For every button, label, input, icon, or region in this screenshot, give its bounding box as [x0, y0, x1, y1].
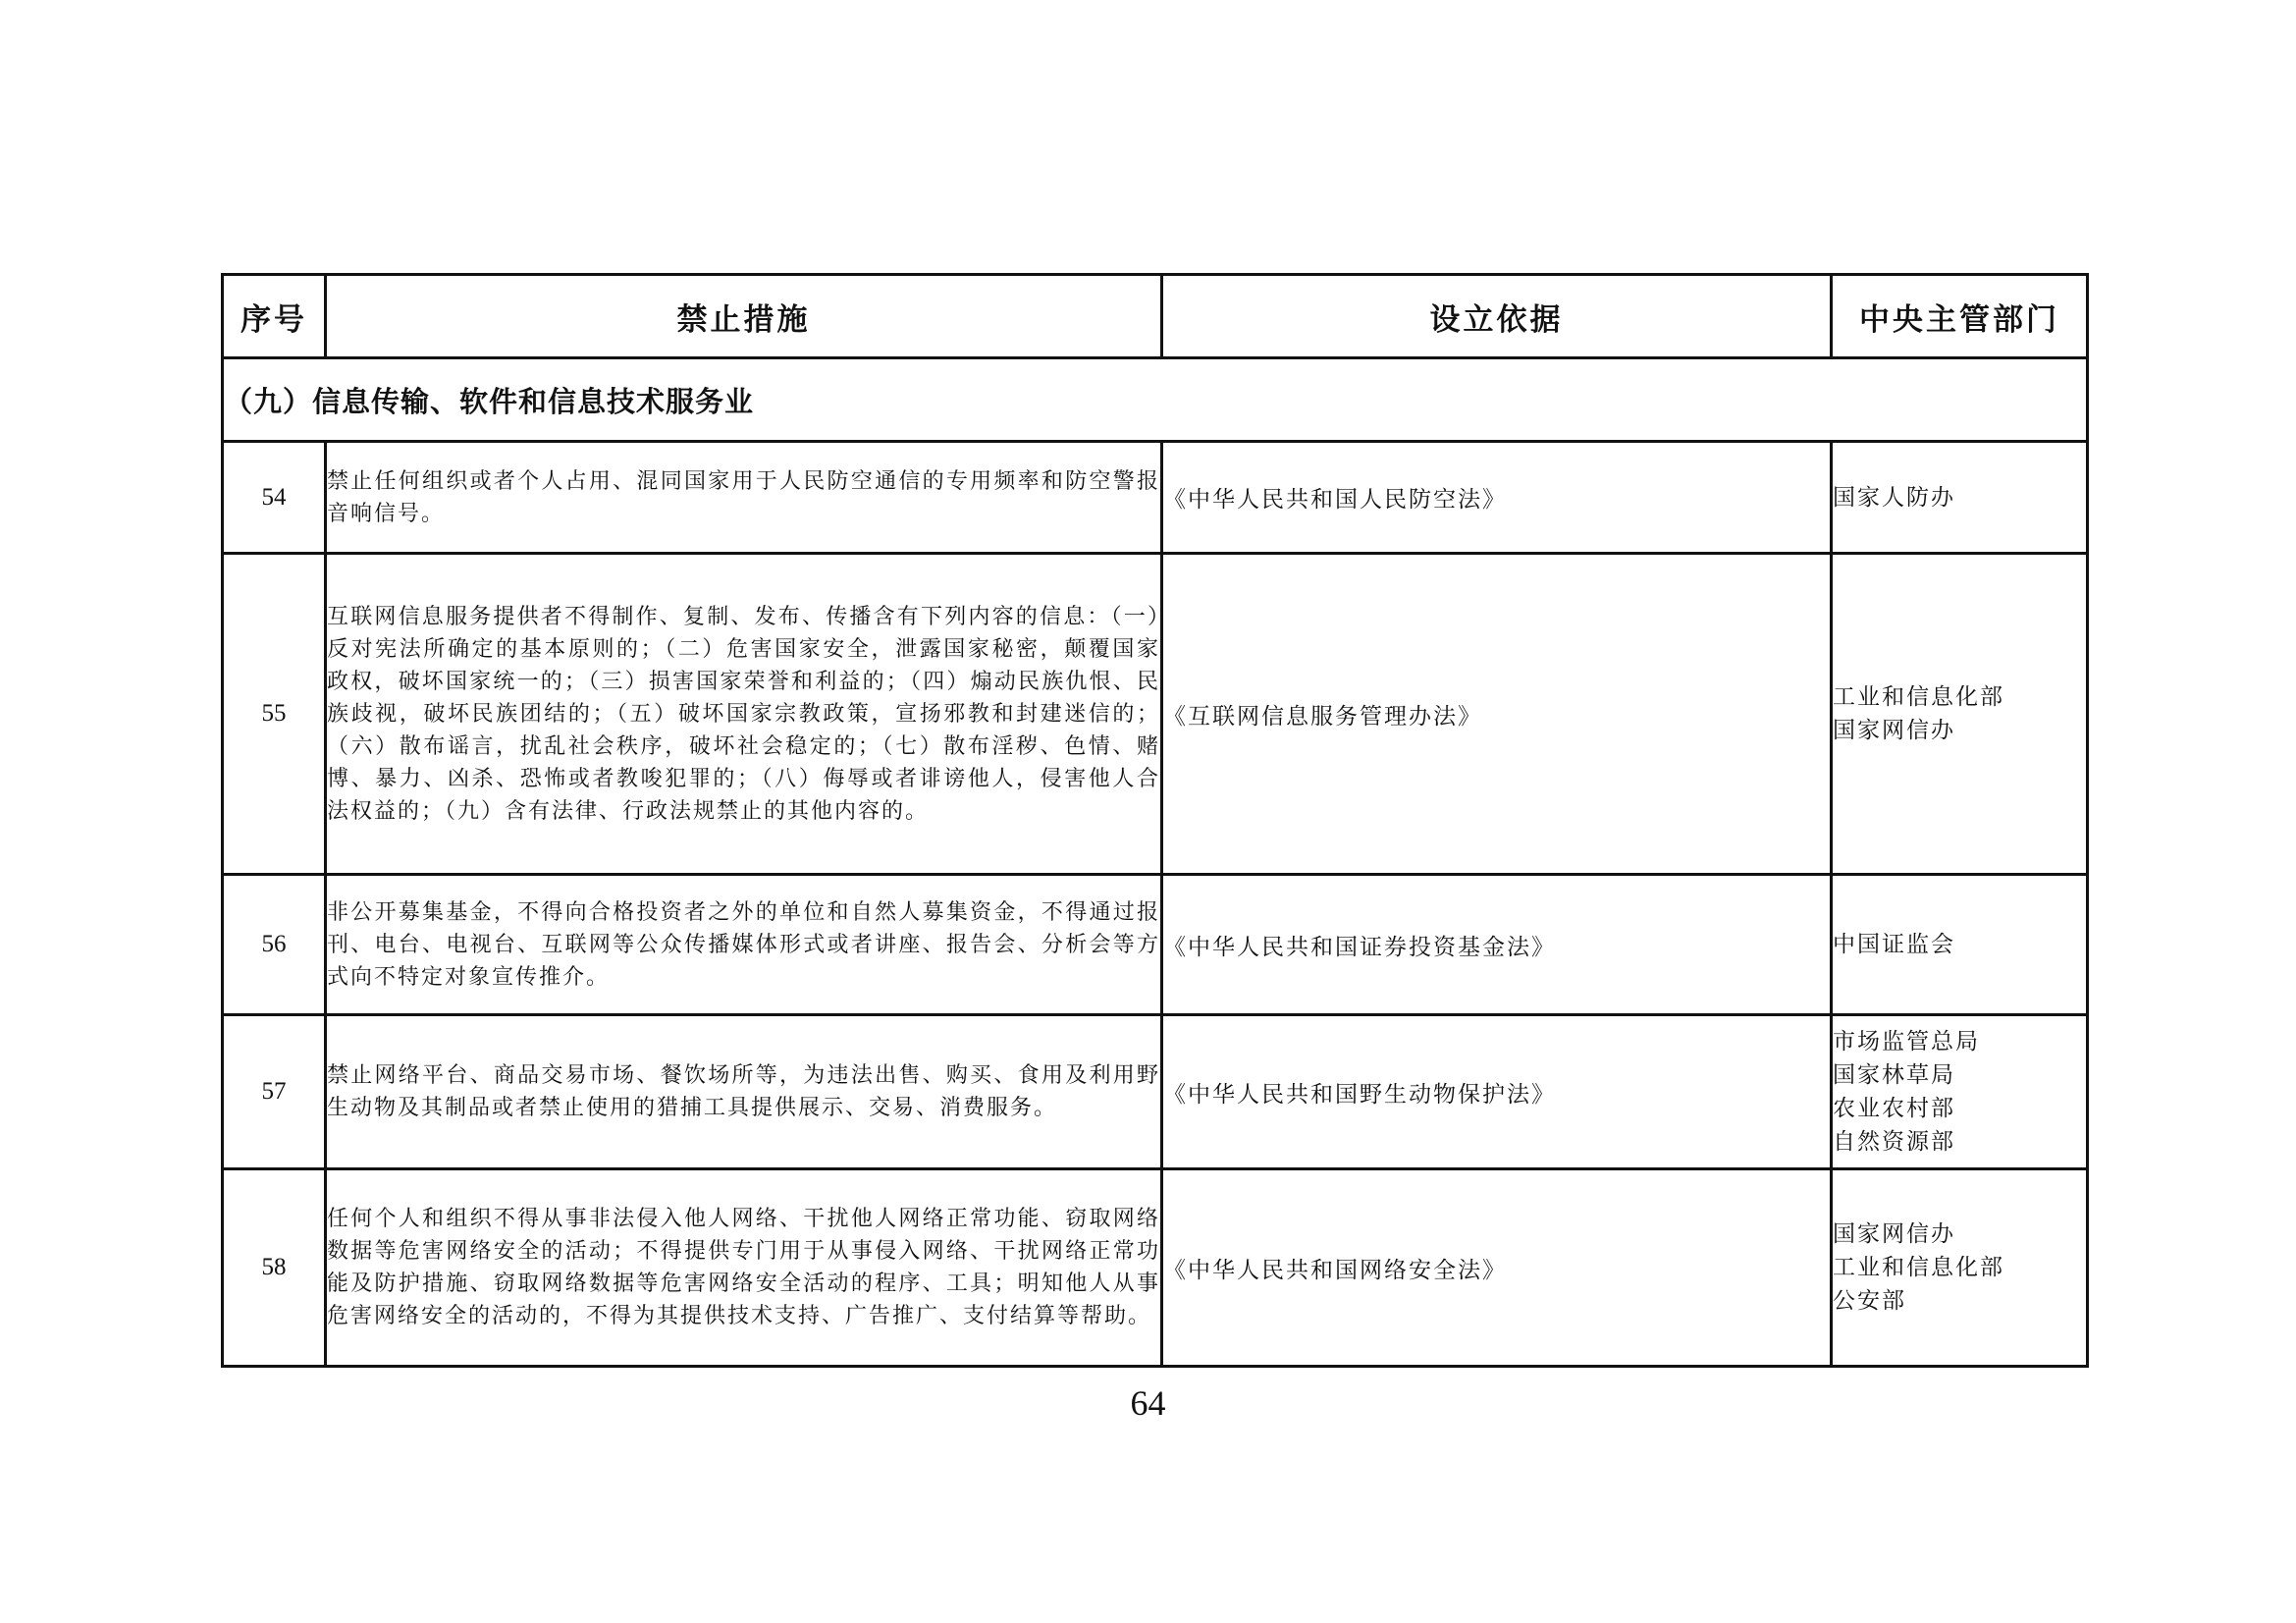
table-row [223, 1169, 2088, 1367]
table-row [223, 875, 2088, 1015]
row-basis: 《中华人民共和国网络安全法》 [1162, 1169, 1832, 1367]
row-basis: 《中华人民共和国人民防空法》 [1162, 442, 1832, 554]
row-number: 55 [223, 554, 326, 875]
table-row [223, 442, 2088, 554]
department-name: 工业和信息化部 [1833, 684, 2004, 710]
row-measure: 非公开募集基金，不得向合格投资者之外的单位和自然人募集资金，不得通过报刊、电台、电视台、互联网等公众传播媒体形式或者讲座、报告会、分析会等方式向不特定对象宣传推介。 [326, 875, 1162, 1015]
row-departments [1832, 554, 2088, 875]
section-row [223, 358, 2088, 442]
department-name: 国家网信办 [1833, 718, 1955, 743]
department-name: 工业和信息化部 [1833, 1255, 2004, 1280]
row-measure: 互联网信息服务提供者不得制作、复制、发布、传播含有下列内容的信息：（一）反对宪法所确定的基本原则的；（二）危害国家安全，泄露国家秘密，颠覆国家政权，破坏国家统一的；（三）损害国家荣誉和利益的；（四）煽动民族仇恨、民族歧视，破坏民族团结的；（五）破坏国家宗教政策，宣扬邪教和封建迷信的；（六）散布谣言，扰乱社会秩序，破坏社会稳定的；（七）散布淫秽、色情、赌博、暴力、凶杀、恐怖或者教唆犯罪的；（八）侮辱或者诽谤他人，侵害他人合法权益的；（九）含有法律、行政法规禁止的其他内容的。 [326, 554, 1162, 875]
department-name: 国家林草局 [1833, 1062, 1955, 1088]
row-departments [1832, 1169, 2088, 1367]
row-number: 54 [223, 442, 326, 554]
row-number: 56 [223, 875, 326, 1015]
row-number: 57 [223, 1015, 326, 1169]
header-central-department: 中央主管部门 [1832, 275, 2088, 358]
page-number: 64 [1130, 1383, 1166, 1423]
row-measure: 禁止网络平台、商品交易市场、餐饮场所等，为违法出售、购买、食用及利用野生动物及其制品或者禁止使用的猎捕工具提供展示、交易、消费服务。 [326, 1015, 1162, 1169]
department-name: 市场监管总局 [1833, 1029, 1980, 1055]
row-number: 58 [223, 1169, 326, 1367]
table-row [223, 1015, 2088, 1169]
row-departments [1832, 875, 2088, 1015]
row-measure: 禁止任何组织或者个人占用、混同国家用于人民防空通信的专用频率和防空警报音响信号。 [326, 442, 1162, 554]
row-basis: 《中华人民共和国野生动物保护法》 [1162, 1015, 1832, 1169]
department-name: 农业农村部 [1833, 1096, 1955, 1121]
header-serial-number: 序号 [223, 275, 326, 358]
department-name: 自然资源部 [1833, 1129, 1955, 1155]
department-name: 国家人防办 [1833, 484, 1955, 511]
header-legal-basis: 设立依据 [1162, 275, 1832, 358]
department-name: 公安部 [1833, 1288, 1906, 1314]
department-name: 中国证监会 [1833, 932, 1955, 957]
table-row [223, 554, 2088, 875]
prohibition-table [221, 273, 2089, 1368]
row-measure: 任何个人和组织不得从事非法侵入他人网络、干扰他人网络正常功能、窃取网络数据等危害网络安全的活动；不得提供专门用于从事侵入网络、干扰网络正常功能及防护措施、窃取网络数据等危害网络安全活动的程序、工具；明知他人从事危害网络安全的活动的，不得为其提供技术支持、广告推广、支付结算等帮助。 [326, 1169, 1162, 1367]
section-title: （九）信息传输、软件和信息技术服务业 [223, 358, 2088, 442]
table-header-row [223, 275, 2088, 358]
row-departments [1832, 1015, 2088, 1169]
department-name: 国家网信办 [1833, 1221, 1955, 1247]
header-prohibited-measure: 禁止措施 [326, 275, 1162, 358]
row-basis: 《互联网信息服务管理办法》 [1162, 554, 1832, 875]
row-basis: 《中华人民共和国证券投资基金法》 [1162, 875, 1832, 1015]
row-departments [1832, 442, 2088, 554]
